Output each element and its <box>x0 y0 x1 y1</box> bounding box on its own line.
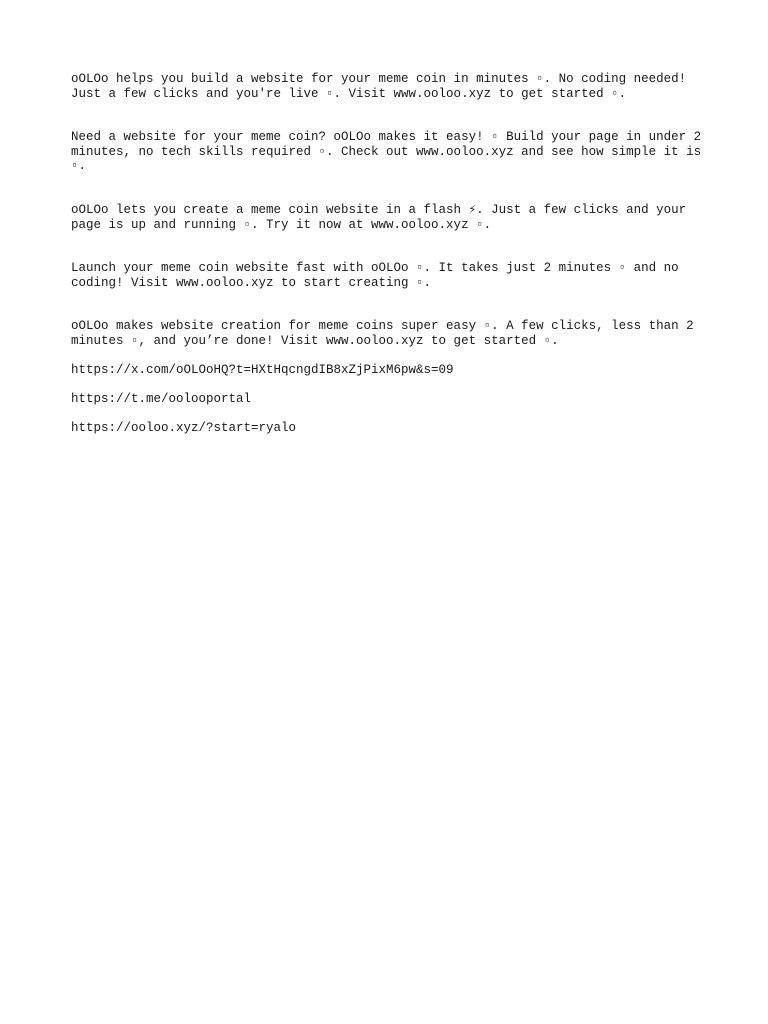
website-link[interactable]: https://ooloo.xyz/?start=ryalo <box>71 420 297 435</box>
x-link[interactable]: https://x.com/oOLOoHQ?t=HXtHqcngdIB8xZjPixM6pw&s=09 <box>71 362 454 377</box>
link-list <box>71 363 711 436</box>
document-page <box>71 72 711 435</box>
paragraph-5: oOLOo makes website creation for meme coins super easy ▫. A few clicks, less than 2 minutes ▫, and you’re done! Visit www.ooloo.xyz to get started ▫. <box>71 319 694 348</box>
paragraph-4: Launch your meme coin website fast with oOLOo ▫. It takes just 2 minutes ▫ and no coding! Visit www.ooloo.xyz to start creating ▫. <box>71 261 679 290</box>
telegram-link[interactable]: https://t.me/oolooportal <box>71 391 252 406</box>
paragraph-3: oOLOo lets you create a meme coin website in a flash ⚡. Just a few clicks and your page is up and running ▫. Try it now at www.ooloo.xyz ▫. <box>71 202 687 232</box>
paragraph-1: oOLOo helps you build a website for your meme coin in minutes ▫. No coding needed! Just a few clicks and you're live ▫. Visit www.ooloo.xyz to get started ▫. <box>71 72 687 101</box>
paragraph-2: Need a website for your meme coin? oOLOo makes it easy! ▫ Build your page in under 2 minutes, no tech skills required ▫. Check out www.ooloo.xyz and see how simple it is ▫. <box>71 130 702 174</box>
